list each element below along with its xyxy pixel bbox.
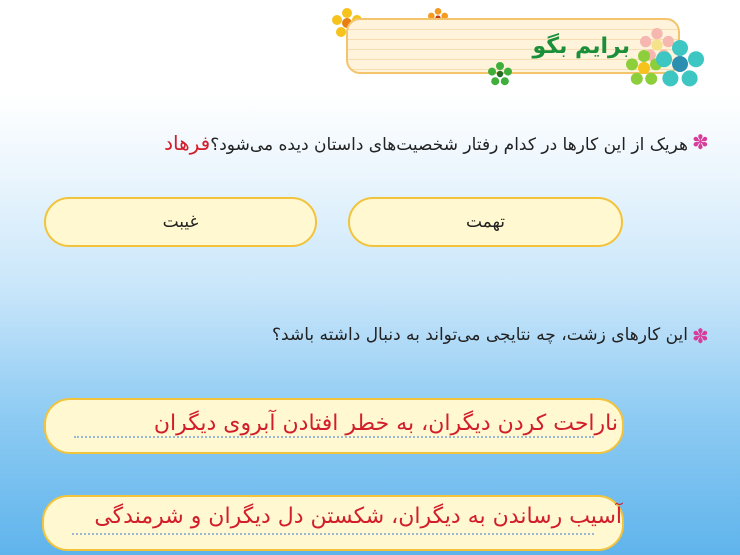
answer-1-text: ناراحت کردن دیگران، به خطر افتادن آبروی دیگران [153,411,618,436]
flower-icon [488,62,512,86]
question-2: این کارهای زشت، چه نتایجی می‌تواند به دنبال داشته باشد؟ [272,325,688,345]
option-tohmat[interactable] [348,197,623,247]
question-1-text: هریک از این کارها در کدام رفتار شخصیت‌های داستان دیده می‌شود؟ [210,135,688,155]
flower-icon [656,40,704,88]
answer-2-text: آسیب رساندن به دیگران، شکستن دل دیگران و شرمندگی [94,504,622,529]
dotted-line [74,436,594,438]
question-1 [164,131,688,155]
dotted-line [72,533,594,535]
asterisk-icon: ✽ [692,130,709,154]
asterisk-icon: ✽ [692,324,709,348]
option-gheybat[interactable] [44,197,317,247]
question-1-answer: فرهاد [164,131,211,155]
page-title: برایم بگو [532,34,630,59]
option-label: تهمت [465,212,506,232]
option-label: غیبت [162,212,199,232]
